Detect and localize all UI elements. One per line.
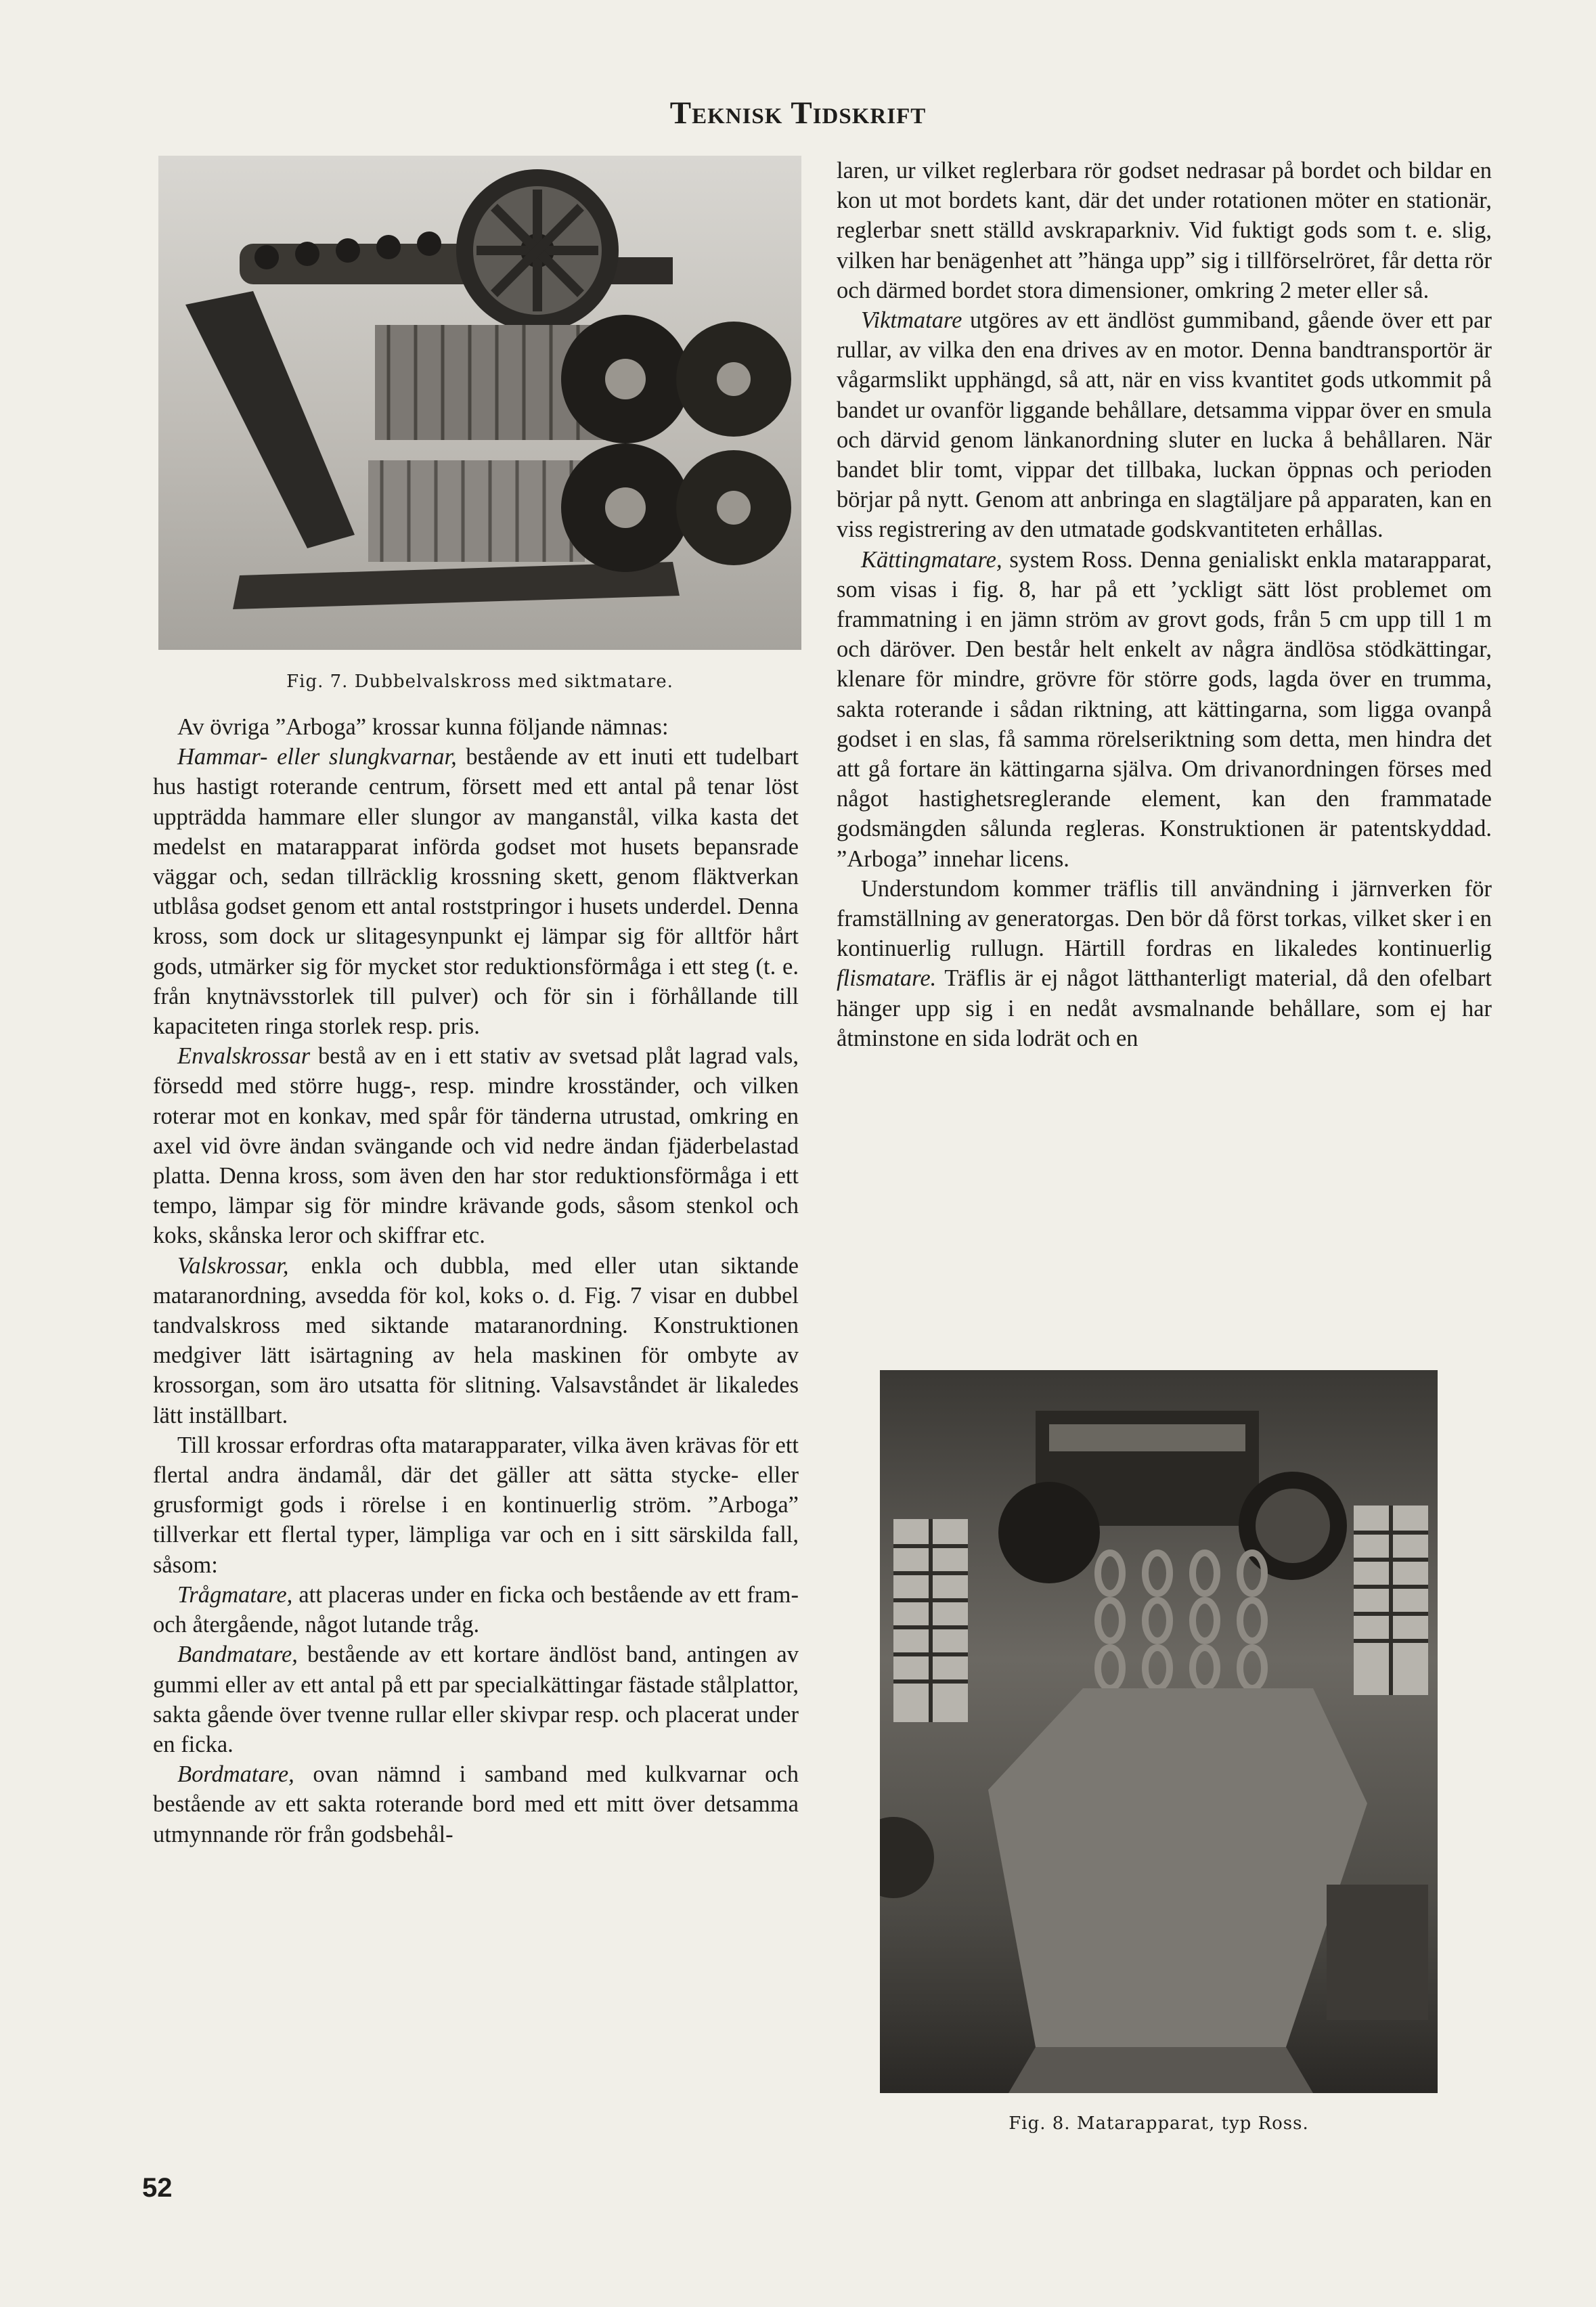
paragraph: Envalskrossar bestå av en i ett stativ av svetsad plåt lagrad vals, försedd med större hugg-, resp. mindre krosständer, och vilken roterar mot en konkav, med spår för tänderna utrustad, omkring en axel vid övre ändan svängande och vid nedre ändan fjäderbelastad platta. Denna kross, som även den har stor reduktionsförmåga i ett tempo, lämpar sig för mindre krävande gods, såsom stenkol och koks, skånska leror och skiffrar etc. <box>153 1043 799 1249</box>
paragraph: Bordmatare, ovan nämnd i samband med kulkvarnar och bestående av ett sakta roterande bord med ett mitt över detsamma utmynnande rör från godsbehål- <box>153 1761 799 1847</box>
page-number: 52 <box>142 2173 173 2203</box>
figure-8-caption: Fig. 8. Matarapparat, typ Ross. <box>1008 2113 1309 2134</box>
left-column <box>153 712 799 1849</box>
figure-8-photo <box>880 1370 1438 2093</box>
paragraph: Av övriga ”Arboga” krossar kunna följande nämnas: <box>177 714 669 740</box>
chain-feeder-photo-icon <box>880 1370 1438 2093</box>
paragraph: Trågmatare, att placeras under en ficka och bestående av ett fram- och återgående, något lutande tråg. <box>153 1581 799 1638</box>
paragraph: Hammar- eller slungkvarnar, bestående av ett inuti ett tudelbart hus hastigt roterande centrum, försett med ett antal på tenar löst uppträdda hammare eller slungor av manganstål, vilka kasta det medelst en matarapparat införda godset mot husets bepansrade väggar och, sedan tillräcklig krossning skett, genom fläktverkan utblåsa godset genom ett antal roststpringor i husets underdel. Denna kross, som dock ur slitagesynpunkt ej lämpar sig för alltför hårt gods, utmärker sig för mycket stor reduktionsförmåga i ett steg (t. e. från knytnävsstorlek till pulver) och för sin i förhållande till kapaciteten ringa storlek resp. pris. <box>153 744 799 1040</box>
figure-7-photo <box>158 156 801 650</box>
paragraph: Viktmatare utgöres av ett ändlöst gummiband, gående över ett par rullar, av vilka den ena drives av en motor. Denna bandtransportör är vågarmslikt upphängd, så att, när en viss kvantitet gods utkommit på bandet ur ovanför liggande behållare, detsamma vippar över en smula och därvid genom länkanordning sluter en lucka å behållaren. När bandet blir tomt, vippar det tillbaka, luckan öppnas och perioden börjar på nytt. Genom att anbringa en slagtäljare på apparaten, kan en viss registrering av den utmatade godskvantiteten erhållas. <box>837 307 1492 543</box>
paragraph: Bandmatare, bestående av ett kortare ändlöst band, antingen av gummi eller av ett antal på ett par specialkättingar fästade stålplattor, sakta gående över tvenne rullar eller skivpar resp. och placerat under en ficka. <box>153 1642 799 1757</box>
paragraph: Till krossar erfordras ofta matarapparater, vilka även krävas för ett flertal andra ändamål, där det gäller att sätta stycke- eller grusformigt gods i rörelse i en kontinuerlig ström. ”Arboga” tillverkar ett flertal typer, lämpliga var och en i sitt särskilda fall, såsom: <box>153 1432 799 1578</box>
paragraph: Kättingmatare, system Ross. Denna genialiskt enkla matarapparat, som visas i fig. 8, har på ett ’yckligt sätt löst problemet om frammatning i en jämn ström av grovt gods, från 5 cm upp till 1 m och däröver. Den består helt enkelt av några ändlösa stödkättingar, klenare för mindre, grövre för större gods, lagda över en trumma, sakta roterande i sådan riktning, att kättingarna, som ligga ovanpå godset i en slas, få samma rörelseriktning som detta, men hindra det att gå fortare än kättingarna själva. Om drivanordningen förses med något hastighetsreglerande element, kan den frammatade godsmängden sålunda regleras. Konstruktionen är patentskyddad. ”Arboga” innehar licens. <box>837 546 1492 872</box>
paragraph: laren, ur vilket reglerbara rör godset nedrasar på bordet och bildar en kon ut mot bordets kant, där det under rotationen möter en stationär, reglerbar snett ställd avskraparkniv. Vid fuktigt gods som t. e. slig, vilken har benägenhet att ”hänga upp” sig i tillförselröret, får detta rör och därmed bordet stora dimensioner, omkring 2 meter eller så. <box>837 158 1492 303</box>
right-column <box>837 156 1492 1053</box>
paragraph: Understundom kommer träflis till användning i järnverken för framställning av generatorgas. Den bör då först torkas, vilket sker i en kontinuerlig rullugn. Härtill fordras en likaledes kontinuerlig flismatare. Träflis är ej något lätthanterligt material, då den ofelbart hänger upp sig i en nedåt avsmalnande behållare, som ej har åtminstone en sida lodrät och en <box>837 875 1492 1051</box>
running-header: Teknisk Tidskrift <box>669 95 927 131</box>
figure-7-caption: Fig. 7. Dubbelvalskross med siktmatare. <box>286 672 673 692</box>
paragraph: Valskrossar, enkla och dubbla, med eller utan siktande mataranordning, avsedda för kol, koks o. d. Fig. 7 visar en dubbel tandvalskross med siktande mataranordning. Konstruktionen medgiver lätt isärtagning av hela maskinen för ombyte av krossorgan, som äro utsatta för slitning. Valsavståndet är likaledes lätt inställbart. <box>153 1252 799 1428</box>
crusher-machine-photo-icon <box>158 156 801 650</box>
